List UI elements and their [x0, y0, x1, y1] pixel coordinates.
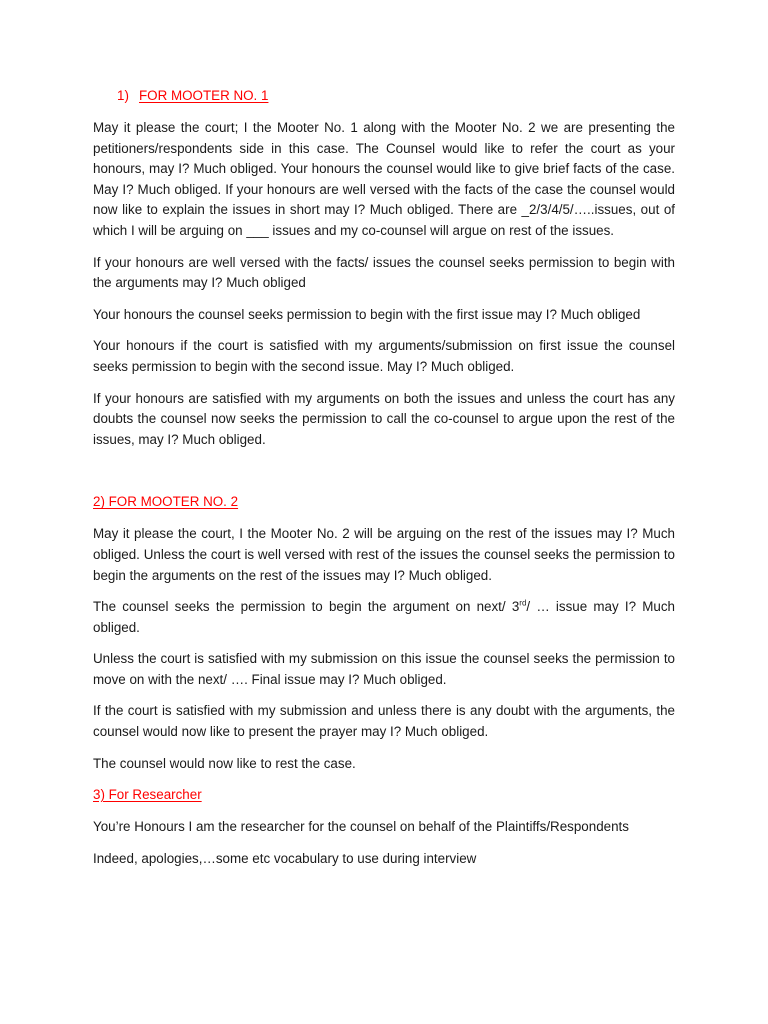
section-1-paragraph: Your honours if the court is satisfied with my arguments/submission on first issue the counsel seeks permission to begin with the second issue. May I? Much obliged. — [93, 338, 675, 374]
section-3-paragraph: You’re Honours I am the researcher for the counsel on behalf of the Plaintiffs/Respondents — [93, 819, 629, 835]
paragraph-text: The counsel seeks the permission to begin the argument on next/ 3 — [93, 599, 520, 615]
section-3-paragraph: Indeed, apologies,…some etc vocabulary to use during interview — [93, 850, 477, 866]
section-2-paragraph: Unless the court is satisfied with my submission on this issue the counsel seeks the permission to move on with the next/ …. Final issue may I? Much obliged. — [93, 651, 675, 687]
section-2-title: 2) FOR MOOTER NO. 2 — [93, 494, 239, 510]
section-1-number: 1) — [117, 88, 129, 103]
section-1-heading — [93, 86, 675, 106]
section-spacer — [93, 461, 675, 492]
section-1-title: FOR MOOTER NO. 1 — [139, 88, 269, 103]
section-2-paragraph: If the court is satisfied with my submission and unless there is any doubt with the arguments, the counsel would now like to present the prayer may I? Much obliged. — [93, 703, 675, 740]
section-2-paragraph: May it please the court, I the Mooter No. 2 will be arguing on the rest of the issues may I? Much obliged. Unless the court is well versed with rest of the issues the counsel seeks the permission to begin the arguments on the rest of the issues may I? Much obliged. — [93, 526, 675, 583]
document-body — [93, 86, 675, 880]
section-1-paragraph: If your honours are satisfied with my arguments on both the issues and unless the court has any doubts the counsel now seeks the permission to call the co-counsel to argue upon the rest of the issues, may I? Much obliged. — [93, 390, 675, 447]
section-3-heading — [93, 785, 675, 805]
section-1-paragraph: If your honours are well versed with the facts/ issues the counsel seeks permission to begin with the arguments may I? Much obliged — [93, 254, 675, 291]
section-3-title: 3) For Researcher — [93, 787, 202, 803]
section-2-heading — [93, 492, 675, 512]
section-2-paragraph: The counsel would now like to rest the case. — [93, 755, 356, 771]
section-1-paragraph: May it please the court; I the Mooter No. 1 along with the Mooter No. 2 we are presenting the petitioners/respondents side in this case. The Counsel would like to refer the court as your honours, may I? Much obliged. Your honours the counsel would like to give brief facts of the case. May I? Much obliged. If your honours are well versed with the facts of the case the counsel would now like to explain the issues in short may I? Much obliged. There are _2/3/4/5/…..issues, out of which I will be arguing on ___ issues and my co-counsel will argue on rest of the issues. — [93, 120, 675, 238]
section-2-paragraph — [93, 597, 675, 638]
paragraph-text: / … issue may I? Much obliged. — [93, 599, 675, 635]
section-1-paragraph: Your honours the counsel seeks permission to begin with the first issue may I? Much obliged — [93, 306, 641, 322]
ordinal-suffix: rd — [519, 598, 527, 608]
